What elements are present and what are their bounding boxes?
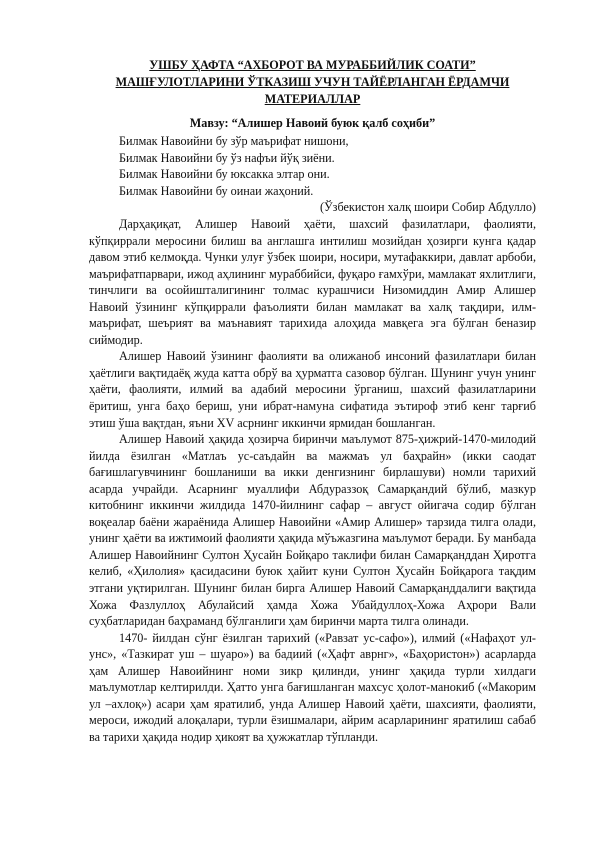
subject-heading: Мавзу: “Алишер Навоий буюк қалб соҳиби”: [189, 116, 436, 130]
poem-line: Билмак Навоийни бу юксакка элтар они.: [119, 167, 330, 182]
poem-line: Билмак Навоийни бу зўр маърифат нишони,: [119, 134, 349, 148]
poem-line: Билмак Навоийни бу оинаи жаҳоний.: [119, 183, 314, 198]
paragraph: 1470- йилдан сўнг ёзилган тарихий («Равзат ус-сафо»), илмий («Нафаҳот ул-унс», «Тазкират уш – шуаро») ва бадиий («Ҳафт аврнг», «Баҳористон») асарларда ҳам Алишер Навоийнинг номи зикр қилинди, унинг ҳақида турли хилдаги маълумотлар келтирилди. Ҳатто унга бағишланган махсус ҳолот-манокиб («Макорим ул –ахлоқ») асари ҳам яратилиб, унда Алишер Навоий ҳаёти, шахсияти, фаолияти, мероси, ижодий алоқалари, турли ёзишмалари, айрим асарларининг яратилиш сабаб ва тарихи ҳақида нодир ҳикоят ва ҳужжатлар тўпланди.: [89, 630, 536, 744]
document-page: [89, 57, 536, 745]
title-line: МАТЕРИАЛЛАР: [264, 92, 361, 106]
paragraph: Алишер Навоий ҳақида ҳозирча биринчи маълумот 875-ҳижрий-1470-милодий йилда ёзилган «Матлаъ ус-саъдайн ва мажмаъ ул баҳрайн» (икки саодат бағишлагувчининг бошланиши ва икки денгизнинг бирлашуви) номли тарихий асарда учрайди. Асарнинг муаллифи Абдураззоқ Самарқандий бўлиб, мазкур китобнинг иккинчи жилдида 1470-йилнинг сафар – август ойигача содир бўлган воқеалар баёни жараёнида Алишер Навоийни «Амир Алишер» тарзида тилга олади, унинг ҳаёти ва ижтимоий фаолияти ҳақида мўъжазгина маълумот беради. Бу манбада Алишер Навоийнинг Султон Ҳусайн Бойқаро таклифи билан Самарқанддан Ҳиротга келиб, «Ҳилолия» қасидасини буюк ҳайит куни Султон Ҳусайн Бойқарога тақдим этгани уқтирилган. Шунинг билан бирга Алишер Навоий Самарқанддалиги вақтида Хожа Фазлуллоҳ Абулайсий ҳамда Хожа Убайдуллоҳ-Хожа Аҳрори Вали суҳбатларидан баҳраманд бўлганлиги ҳам биринчи марта тилга олинади.: [89, 432, 536, 629]
paragraph: Алишер Навоий ўзининг фаолияти ва олижаноб инсоний фазилатлари билан ҳаётлиги вақтидаёқ жуда катта обрў ва ҳурматга сазовор бўлган. Шунинг учун унинг ҳаёти, фаолияти, илмий ва адабий меросини ўрганиш, шахсий фазилатларини ёритиш, унга баҳо бериш, уни ибрат-намуна сифатида эътироф этиб кенг тарғиб этиш ўша вақтдан, яъни XV асрнинг иккинчи ярмидан бошланган.: [89, 349, 536, 430]
poem-line: Билмак Навоийни бу ўз нафъи йўқ зиёни.: [119, 150, 335, 165]
title-line: УШБУ ҲАФТА “АХБОРОТ ВА МУРАББИЙЛИК СОАТИ”: [149, 58, 476, 72]
epigraph-poem: [89, 133, 536, 199]
body-text: [89, 216, 536, 746]
poem-attribution: (Ўзбекистон халқ шоири Собир Абдулло): [319, 200, 536, 215]
paragraph: Дарҳақиқат, Алишер Навоий ҳаёти, шахсий фазилатлари, фаолияти, кўпқиррали меросини билиш ва англашга интилиш мозийдан ҳозирги кунга қадар давом этиб келмоқда. Чунки улуғ ўзбек шоири, носири, мутафаккири, давлат арбоби, маърифатпарвари, ижод аҳлининг мураббийси, фуқаро ғамхўри, мамлакат яхлитлиги, тинчлиги ва осойишталигининг толмас курашчиси Низомиддин Амир Алишер Навоий ўзининг кўпқиррали фаъолияти билан мамлакат ва халқ тақдири, илм-маърифат, шеърият ва маънавият тарихида алоҳида мавқега эга бўлган беназир сиймодир.: [89, 216, 536, 347]
title-line: МАШҒУЛОТЛАРИНИ ЎТКАЗИШ УЧУН ТАЙЁРЛАНГАН ЁРДАМЧИ: [115, 75, 510, 89]
document-title: [89, 57, 536, 108]
